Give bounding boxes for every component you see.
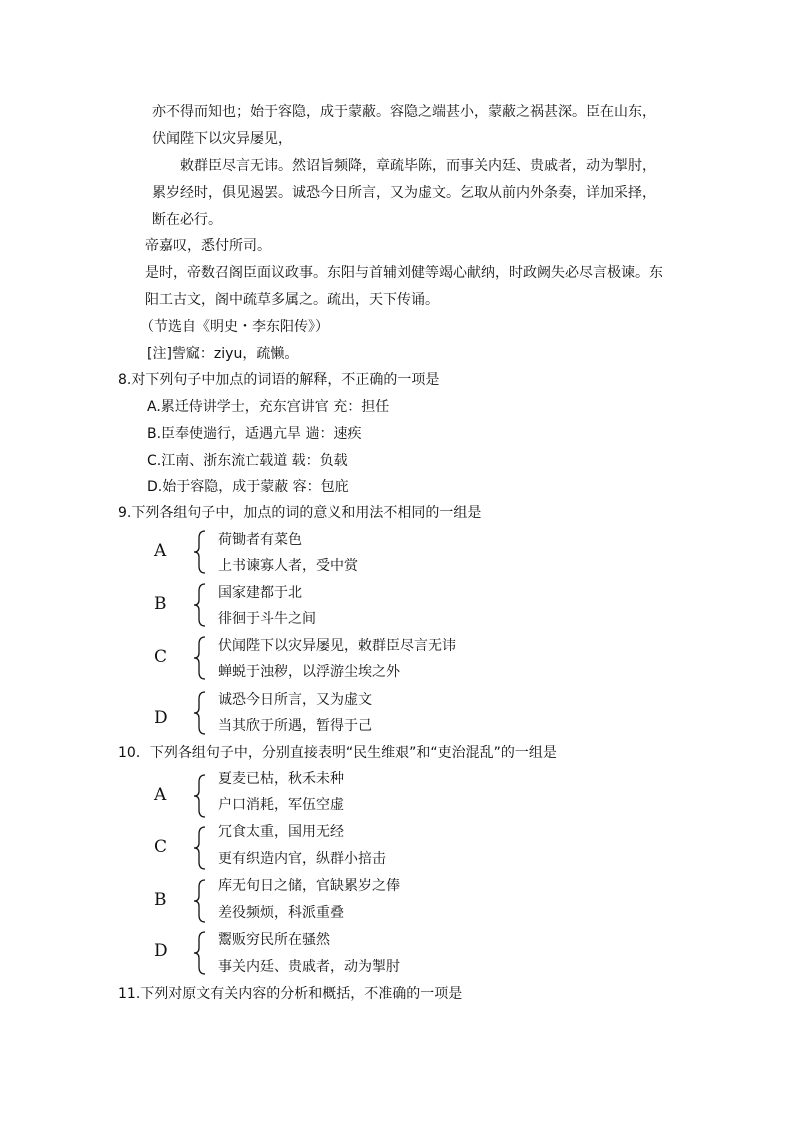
passage-line: 伏闻陛下以灾异屡见， (152, 131, 292, 147)
q10-group-line: 鬻贩穷民所在骚然 (218, 932, 330, 948)
footnote: [注]訾窳：ziyu，疏懒。 (147, 346, 299, 362)
passage-line: 帝嘉叹，悉付所司。 (145, 238, 271, 254)
q8-option-a: A.累迁侍讲学士，充东宫讲官 充：担任 (147, 399, 390, 415)
q10-group-line: 冗食太重，国用无经 (218, 824, 344, 840)
q8-option-b: B.臣奉使遄行，适遇亢旱 遄：速疾 (147, 426, 362, 442)
question-11-stem: 11.下列对原文有关内容的分析和概括，不准确的一项是 (118, 986, 463, 1002)
q9-group-line: 上书谏寡人者，受中赏 (218, 558, 358, 574)
q8-option-d: D.始于容隐，成于蒙蔽 容：包庇 (147, 479, 349, 495)
left-brace-icon (193, 530, 207, 574)
q10-group-line: 户口消耗，军伍空虚 (218, 797, 344, 813)
question-10-stem: 10．下列各组句子中，分别直接表明“民生维艰”和“吏治混乱”的一组是 (118, 745, 557, 761)
left-brace-icon (193, 931, 207, 975)
q9-group-line: 荷锄者有菜色 (218, 532, 302, 548)
q9-group-line: 伏闻陛下以灾异屡见，敕群臣尽言无讳 (218, 638, 456, 654)
left-brace-icon (193, 583, 207, 627)
q9-group-letter: C (154, 647, 168, 667)
passage-line: 累岁经时，俱见遏罢。诚恐今日所言，又为虚文。乞取从前内外条奏，详加采择， (152, 185, 656, 201)
passage-line: 断在必行。 (152, 212, 222, 228)
passage-line: 是时，帝数召阁臣面议政事。东阳与首辅刘健等竭心献纳，时政阙失必尽言极谏。东 (145, 265, 663, 281)
left-brace-icon (193, 879, 207, 923)
question-8-stem: 8.对下列句子中加点的词语的解释，不正确的一项是 (118, 372, 440, 388)
q10-group-line: 库无旬日之储，官缺累岁之俸 (218, 878, 400, 894)
q9-group-letter: A (154, 541, 167, 561)
left-brace-icon (193, 826, 207, 870)
left-brace-icon (193, 636, 207, 680)
passage-line: 阳工古文，阁中疏草多属之。疏出，天下传诵。 (145, 292, 439, 308)
source-citation: （节选自《明史・李东阳传》） (140, 319, 329, 335)
q10-group-line: 事关内廷、贵戚者，动为掣肘 (218, 959, 400, 975)
q9-group-line: 诚恐今日所言，又为虚文 (218, 692, 372, 708)
left-brace-icon (193, 691, 207, 735)
q10-group-letter: D (154, 941, 168, 961)
q10-group-line: 夏麦已枯，秋禾未种 (218, 771, 344, 787)
q9-group-line: 当其欣于所遇，暂得于己 (218, 718, 372, 734)
q9-group-letter: B (154, 594, 167, 614)
q9-group-letter: D (154, 708, 168, 728)
q9-group-line: 徘徊于斗牛之间 (218, 611, 316, 627)
passage-line: 亦不得而知也；始于容隐，成于蒙蔽。容隐之端甚小，蒙蔽之祸甚深。臣在山东， (152, 104, 656, 120)
q9-group-line: 国家建都于北 (218, 585, 302, 601)
left-brace-icon (193, 774, 207, 818)
q10-group-letter: C (154, 837, 168, 857)
q8-option-c: C.江南、浙东流亡载道 载：负载 (147, 453, 348, 469)
passage-line: 敕群臣尽言无讳。然诏旨频降，章疏毕陈，而事关内廷、贵戚者，动为掣肘， (180, 158, 656, 174)
q10-group-line: 更有织造内官，纵群小掊击 (218, 851, 386, 867)
question-9-stem: 9.下列各组句子中，加点的词的意义和用法不相同的一组是 (118, 505, 482, 521)
q9-group-line: 蝉蜕于浊秽，以浮游尘埃之外 (218, 664, 400, 680)
q10-group-line: 差役频烦，科派重叠 (218, 905, 344, 921)
q10-group-letter: B (154, 890, 167, 910)
q10-group-letter: A (154, 785, 167, 805)
